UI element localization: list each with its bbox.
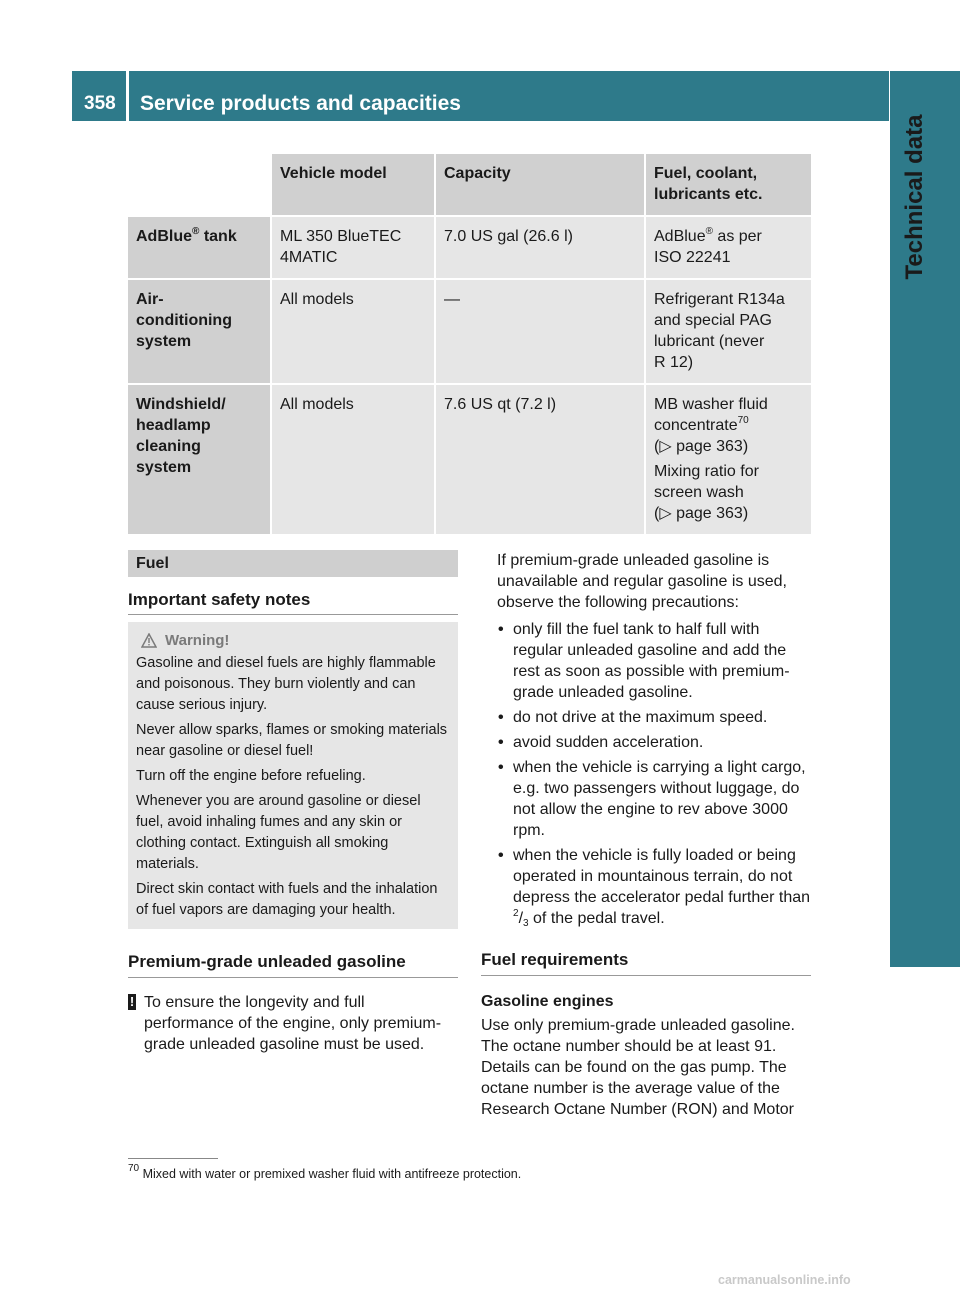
table-cell-fluid: AdBlue® as per ISO 22241 [644,215,811,278]
gasoline-paragraph: Use only premium-grade unleaded gasoline. The octane number should be at least 91. Details can be found on the gas pump. The octane number is the average value of the Research Octane Number (RON) and Motor [481,1017,795,1118]
table-cell-fluid: Refrigerant R134a and special PAG lubricant (never R 12) [644,278,811,383]
table-header-vehicle-model: Vehicle model [270,154,434,215]
exclamation-icon: ! [129,994,135,1009]
table-cell-capacity: 7.0 US gal (26.6 l) [434,215,644,278]
table-cell-component: Air- conditioning system [128,278,270,383]
right-column [481,550,811,1120]
list-item: • only fill the fuel tank to half full with regular unleaded gasoline and add the rest as soon as possible with premium-grade unleaded gasoline. [497,619,811,703]
table-cell-component: AdBlue® tank [128,215,270,278]
list-item: • when the vehicle is fully loaded or being operated in mountainous terrain, do not depress the accelerator pedal further than $^2/_3$ of the pedal travel. [497,845,811,929]
warning-paragraph: Gasoline and diesel fuels are highly flammable and poisonous. They burn violently and can cause serious injury. [136,655,436,713]
side-tab-label: Technical data [901,114,928,280]
warning-paragraph: Never allow sparks, flames or smoking materials near gasoline or diesel fuel! [136,722,448,759]
table-cell-capacity: 7.6 US qt (7.2 l) [434,383,644,534]
page-number: 358 [84,93,116,114]
table-row [128,215,811,278]
list-item: • when the vehicle is carrying a light cargo, e.g. two passengers without luggage, do not allow the engine to rev above 3000 rpm. [497,757,811,841]
premium-gasoline-heading: Premium-grade unleaded gasoline [128,951,458,978]
watermark-logo: carmanualsonline.info [718,1273,851,1287]
page-reference-link[interactable]: (▷ page 363) [654,505,749,522]
note-paragraph: ! To ensure the longevity and full performance of the engine, only premium-grade unleaded gasoline must be used. [129,994,442,1053]
footnote-ref: 70 [737,415,749,426]
capacities-table [128,154,811,534]
table-header-capacity: Capacity [434,154,644,215]
side-tab [890,71,960,967]
table-cell-model: ML 350 BlueTEC 4MATIC [270,215,434,278]
table-row [128,383,811,534]
section-bar-fuel: Fuel [128,550,458,577]
fuel-requirements-heading: Fuel requirements [481,949,811,976]
warning-paragraph: Direct skin contact with fuels and the inhalation of fuel vapors are damaging your health. [136,881,438,918]
table-row [128,278,811,383]
footnote: $^{70}$ Mixed with water or premixed washer fluid with antifreeze protection. [128,1163,522,1181]
left-column [128,550,458,1055]
warning-header [136,630,450,651]
precautions-intro: If premium-grade unleaded gasoline is unavailable and regular gasoline is used, observe the following precautions: [497,552,787,611]
warning-paragraph: Whenever you are around gasoline or diesel fuel, avoid inhaling fumes and any skin or clothing contact. Extinguish all smoking materials. [136,793,421,872]
page-title: Service products and capacities [140,92,461,115]
table-header-fluids: Fuel, coolant, lubricants etc. [644,154,811,215]
warning-triangle-icon [141,633,157,648]
precautions-list [481,619,811,929]
warning-box [128,622,458,929]
warning-label: Warning! [165,632,230,649]
safety-notes-heading: Important safety notes [128,589,458,615]
table-header-row [128,154,811,215]
table-cell-model: All models [270,278,434,383]
list-item: • avoid sudden acceleration. [497,732,811,753]
table-cell-capacity: — [434,278,644,383]
footnote-number: 70 [128,1163,140,1174]
table-cell-component: Windshield/ headlamp cleaning system [128,383,270,534]
table-cell-model: All models [270,383,434,534]
warning-paragraph: Turn off the engine before refueling. [136,768,366,784]
table-cell-fluid: MB washer fluid concentrate$^{70}$ (▷ page 363) Mixing ratio for screen wash (▷ page 363) [644,383,811,534]
list-item: • do not drive at the maximum speed. [497,707,811,728]
header-divider [126,71,129,121]
page-reference-link[interactable]: (▷ page 363) [654,438,749,455]
gasoline-engines-heading: Gasoline engines [481,993,614,1010]
footnote-divider [128,1158,218,1159]
table-header-empty [128,154,270,215]
